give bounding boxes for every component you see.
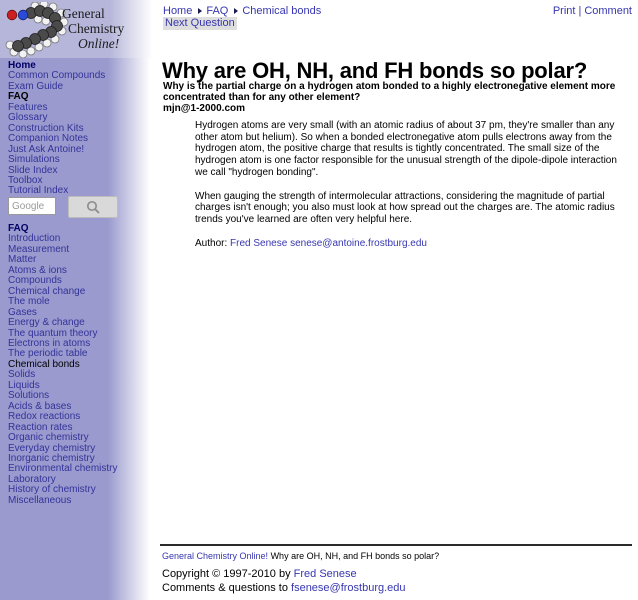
sidebar-nav-item[interactable]: Simulations <box>8 154 60 166</box>
nitrogen-atom <box>18 10 28 20</box>
asker-email: mjn@1-2000.com <box>163 103 246 114</box>
sidebar-nav-item[interactable]: History of chemistry <box>8 484 96 496</box>
sidebar-nav-item[interactable]: Features <box>8 101 48 113</box>
sidebar-nav-item[interactable]: Solids <box>8 369 36 381</box>
logo-area <box>0 0 155 58</box>
sidebar-nav-item[interactable]: Exam Guide <box>8 80 64 92</box>
sidebar-nav-item[interactable]: The periodic table <box>8 348 88 360</box>
sidebar-nav-item[interactable]: FAQ <box>8 91 29 103</box>
oxygen-atom <box>7 10 17 20</box>
sidebar-nav-item[interactable]: Introduction <box>8 233 61 245</box>
main-content <box>160 0 638 600</box>
sidebar-nav-item[interactable]: Toolbox <box>8 174 43 186</box>
comments-text: Comments & questions to <box>162 582 288 594</box>
sidebar-nav-item[interactable]: Atoms & ions <box>8 264 67 276</box>
author-label: Author: <box>195 237 228 249</box>
question-block <box>163 81 637 114</box>
author-link[interactable]: Fred Senese senese@antoine.frostburg.edu <box>230 237 427 249</box>
sidebar-nav-item[interactable]: Energy & change <box>8 317 85 329</box>
next-question-button[interactable]: Next Question <box>165 17 235 29</box>
search-button[interactable] <box>68 196 118 218</box>
breadcrumb-arrow-icon <box>234 8 238 14</box>
question-text: Why is the partial charge on a hydrogen atom bonded to a highly electronegative element more concentrated than for any other element? <box>163 81 616 103</box>
sidebar-nav-item[interactable]: Gases <box>8 306 37 318</box>
sidebar-nav-item[interactable]: Organic chemistry <box>8 432 89 444</box>
footer-divider <box>160 544 632 546</box>
sidebar-nav-item[interactable]: Liquids <box>8 379 40 391</box>
sidebar-nav-item[interactable]: The quantum theory <box>8 327 98 339</box>
sidebar-nav-item[interactable]: Solutions <box>8 390 50 402</box>
sidebar-nav-item[interactable]: Companion Notes <box>8 133 89 145</box>
sidebar-nav-item[interactable]: Inorganic chemistry <box>8 452 95 464</box>
search-row <box>8 196 153 218</box>
sidebar-nav-item[interactable]: Reaction rates <box>8 421 73 433</box>
sidebar-nav-item[interactable]: FAQ <box>8 223 29 234</box>
sidebar-nav-item[interactable]: Glossary <box>8 112 48 124</box>
sidebar-nav-item[interactable]: Tutorial Index <box>8 185 69 197</box>
logo-line-3: Online! <box>78 36 120 51</box>
footer-site-link[interactable]: General Chemistry Online! <box>162 551 269 561</box>
breadcrumb-current-page[interactable]: Chemical bonds <box>242 5 322 17</box>
page-title: Why are OH, NH, and FH bonds so polar? <box>162 57 588 83</box>
answer-body <box>195 120 627 249</box>
sidebar-nav-item[interactable]: The mole <box>8 296 50 308</box>
comment-link[interactable]: Comment <box>584 5 632 17</box>
sidebar-nav-item[interactable]: Redox reactions <box>8 411 81 423</box>
breadcrumb-faq-link[interactable]: FAQ <box>206 5 229 17</box>
separator: | <box>578 5 582 17</box>
author-line <box>195 238 627 250</box>
search-input[interactable] <box>8 197 56 215</box>
sidebar-nav-item: Chemical bonds <box>8 358 80 370</box>
sidebar-nav-item[interactable]: Laboratory <box>8 473 56 485</box>
answer-paragraph: Hydrogen atoms are very small (with an atomic radius of about 37 pm, they're smaller than any other atom but helium). So when a bonded electronegative atom pulls electrons away from the hydrogen atom, the positive charge that results is tightly concentrated. The small size of the hydrogen atom is one factor responsible for the unusual strength of the dipole-dipole interaction we call "hydrogen bonding". <box>195 120 617 178</box>
sidebar-nav-item[interactable]: Construction Kits <box>8 122 84 134</box>
comments-email-link[interactable]: fsenese@frostburg.edu <box>291 582 406 594</box>
sidebar-main-nav <box>8 61 105 197</box>
copyright-line <box>162 567 406 581</box>
copyright-text: Copyright © 1997-2010 by <box>162 568 291 580</box>
sidebar-nav-item[interactable]: Home <box>8 60 36 71</box>
sidebar-nav-item[interactable]: Slide Index <box>8 164 58 176</box>
logo-line-2: Chemistry <box>68 21 125 36</box>
sidebar-nav-item[interactable]: Acids & bases <box>8 400 72 412</box>
footer-reference <box>162 551 439 561</box>
sidebar-faq-nav <box>8 224 117 506</box>
comments-line <box>162 581 406 595</box>
sidebar-nav-item[interactable]: Miscellaneous <box>8 494 72 506</box>
sidebar-nav-item[interactable]: Common Compounds <box>8 70 106 82</box>
copyright-author-link[interactable]: Fred Senese <box>293 568 357 580</box>
sidebar-nav-item[interactable]: Environmental chemistry <box>8 463 118 475</box>
print-comment-links <box>553 5 632 17</box>
site-logo <box>54 6 154 51</box>
logo-line-1: General <box>62 6 105 21</box>
sidebar-nav-item[interactable]: Compounds <box>8 275 62 287</box>
copyright-block <box>162 567 406 595</box>
sidebar-nav-item[interactable]: Measurement <box>8 243 70 255</box>
sidebar <box>0 0 155 600</box>
breadcrumb <box>163 5 321 17</box>
answer-paragraph: When gauging the strength of intermolecular attractions, considering the magnitude of partial charges isn't enough; you also must look at how spread out the charges are. The atomic radius trends you've learned are often very helpful here. <box>195 190 615 225</box>
sidebar-nav-item[interactable]: Chemical change <box>8 285 86 297</box>
sidebar-nav-item[interactable]: Everyday chemistry <box>8 442 96 454</box>
print-link[interactable]: Print <box>552 5 576 17</box>
magnifier-icon <box>86 200 101 215</box>
breadcrumb-arrow-icon <box>198 8 202 14</box>
sidebar-nav-item[interactable]: Electrons in atoms <box>8 337 91 349</box>
sidebar-nav-item[interactable]: Just Ask Antoine! <box>8 143 85 155</box>
breadcrumb-home-link[interactable]: Home <box>163 5 193 17</box>
footer-page-ref: Why are OH, NH, and FH bonds so polar? <box>270 551 440 561</box>
sidebar-nav-item[interactable]: Matter <box>8 254 37 266</box>
